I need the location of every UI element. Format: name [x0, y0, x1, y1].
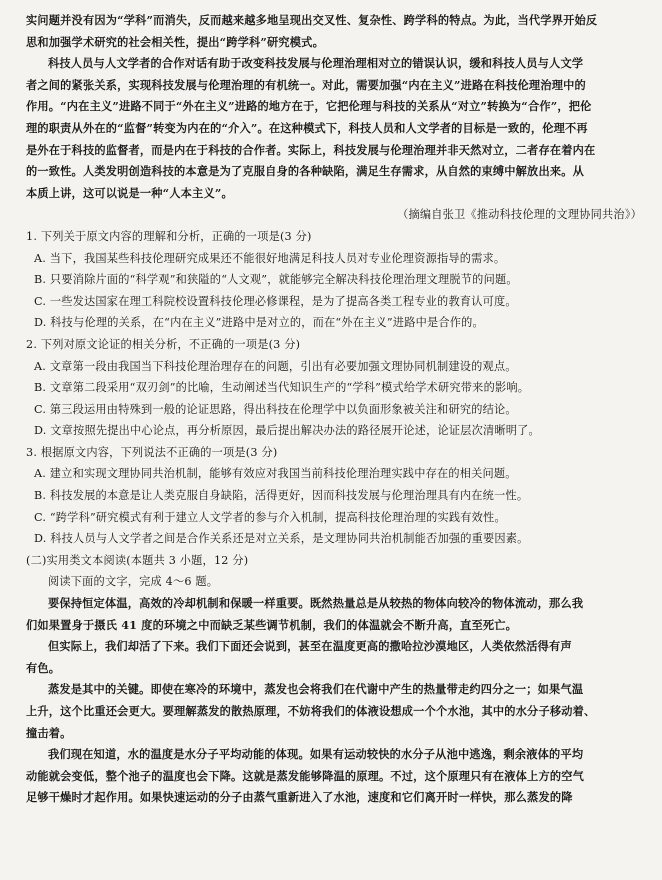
- passage-line: 要保持恒定体温，高效的冷却机制和保暖一样重要。既然热量总是从较热的物体向较冷的物体流动，那么我: [48, 596, 584, 611]
- passage-line: 是外在于科技的监督者，而是内在于科技的合作者。实际上，科技发展与伦理治理并非天然对立，二者存在着内在: [26, 142, 596, 157]
- passage-line: 动能就会变低，整个池子的温度也会下降。这就是蒸发能够降温的原理。不过，这个原理只有在液体上方的空气: [26, 768, 584, 783]
- option-c: C. 一些发达国家在理工科院校设置科技伦理必修课程，是为了提高各类工程专业的教育认可度。: [34, 294, 517, 308]
- section-heading: (二)实用类文本阅读(本题共 3 小题，12 分): [26, 553, 249, 567]
- passage-line: 作用。“内在主义”进路不同于“外在主义”进路的地方在于，它把伦理与科技的关系从“对立”转换为“合作”，把伦: [26, 99, 592, 114]
- passage-line: 我们现在知道，水的温度是水分子平均动能的体现。如果有运动较快的水分子从池中逃逸，剩余液体的平均: [48, 747, 584, 762]
- option-b: B. 文章第二段采用“双刃剑”的比喻，生动阐述当代知识生产的“学科”模式给学术研究带来的影响。: [34, 381, 530, 395]
- passage-line: 者之间的紧张关系，实现科技发展与伦理治理的有机统一。对此，需要加强“内在主义”进路在科技伦理治理中的: [26, 77, 586, 92]
- option-c: C. “跨学科”研究模式有利于建立人文学者的参与介入机制，提高科技伦理治理的实践有效性。: [34, 510, 506, 524]
- passage-line: 理的职责从外在的“监督”转变为内在的“介入”。在这种模式下，科技人员和人文学者的目标是一致的，伦理不再: [26, 120, 588, 135]
- passage-line: 本质上讲，这可以说是一种“人本主义”。: [26, 185, 233, 200]
- option-a: A. 文章第一段由我国当下科技伦理治理存在的问题，引出有必要加强文理协同机制建设的观点。: [34, 359, 517, 373]
- instruction: 阅读下面的文字，完成 4～6 题。: [48, 575, 219, 589]
- option-c: C. 第三段运用由特殊到一般的论证思路，得出科技在伦理学中以负面形象被关注和研究的结论。: [34, 402, 517, 416]
- option-b: B. 科技发展的本意是让人类克服自身缺陷，活得更好，因而科技发展与伦理治理具有内在统一性。: [34, 489, 529, 503]
- passage-line: 撞击着。: [26, 725, 72, 740]
- passage-line: 科技人员与人文学者的合作对话有助于改变科技发展与伦理治理相对立的错误认识，缓和科技人员与人文学: [48, 56, 584, 71]
- passage-line: 思和加强学术研究的社会相关性，提出“跨学科”研究模式。: [26, 34, 324, 49]
- option-d: D. 文章按照先提出中心论点，再分析原因，最后提出解决办法的路径展开论述，论证层次清晰明了。: [34, 424, 540, 438]
- question-stem: 1. 下列关于原文内容的理解和分析，正确的一项是(3 分): [26, 229, 312, 243]
- passage-line: 们如果置身于摄氏 41 度的环境之中而缺乏某些调节机制，我们的体温就会不断升高，直至死亡。: [26, 617, 518, 632]
- passage-line: 足够干燥时才起作用。如果快速运动的分子由蒸气重新进入了水池，速度和它们离开时一样快，那么蒸发的降: [26, 790, 573, 805]
- passage-line: 蒸发是其中的关键。即使在寒冷的环境中，蒸发也会将我们在代谢中产生的热量带走约四分之一；如果气温: [48, 682, 584, 697]
- passage-line: 实问题并没有因为“学科”而消失，反而越来越多地呈现出交叉性、复杂性、跨学科的特点。为此，当代学界开始反: [26, 13, 598, 27]
- passage-line: 上升，这个比重还会更大。要理解蒸发的散热原理，不妨将我们的体液设想成一个个水池，其中的水分子移动着、: [26, 704, 596, 718]
- option-a: A. 建立和实现文理协同共治机制，能够有效应对我国当前科技伦理治理实践中存在的相关问题。: [34, 467, 517, 481]
- option-d: D. 科技与伦理的关系，在“内在主义”进路中是对立的，而在“外在主义”进路中是合作的。: [34, 316, 484, 330]
- option-d: D. 科技人员与人文学者之间是合作关系还是对立关系，是文理协同共治机制能否加强的重要因素。: [34, 532, 529, 546]
- question-stem: 3. 根据原文内容，下列说法不正确的一项是(3 分): [26, 445, 278, 459]
- option-b: B. 只要消除片面的“科学观”和狭隘的“人文观”，就能够完全解决科技伦理治理文理脱节的问题。: [34, 273, 518, 287]
- option-a: A. 当下，我国某些科技伦理研究成果还不能很好地满足科技人员对专业伦理资源指导的需求。: [34, 251, 506, 265]
- passage-line: 的一致性。人类发明创造科技的本意是为了克服自身的各种缺陷，满足生存需求，从自然的束缚中解放出来。从: [26, 164, 584, 179]
- source-citation: （摘编自张卫《推动科技伦理的文理协同共治》）: [397, 208, 642, 222]
- question-stem: 2. 下列对原文论证的相关分析，不正确的一项是(3 分): [26, 337, 301, 351]
- passage-line: 但实际上，我们却活了下来。我们下面还会说到，甚至在温度更高的撒哈拉沙漠地区，人类依然活得有声: [48, 639, 572, 654]
- passage-line: 有色。: [26, 660, 61, 675]
